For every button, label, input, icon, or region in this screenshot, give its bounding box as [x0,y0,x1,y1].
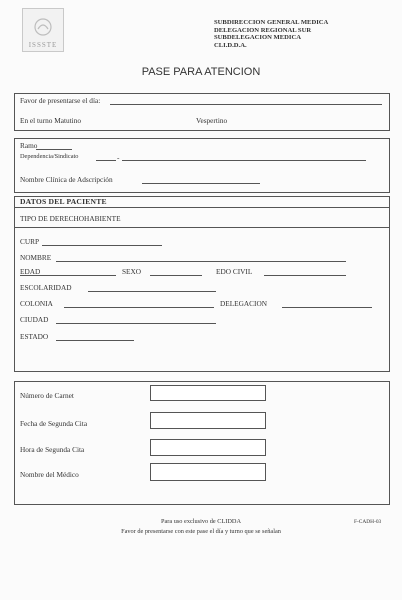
form-code: F-CADH-03 [354,519,382,525]
colonia-field[interactable] [64,307,214,308]
hora-cita-field[interactable] [150,439,266,456]
assignment-box [14,138,390,193]
nombre-label: NOMBRE [20,253,52,262]
patient-section-divider [14,207,390,208]
issste-logo [22,8,64,52]
dependencia-field[interactable] [96,160,116,161]
colonia-label: COLONIA [20,299,53,308]
emblem-icon [33,17,53,37]
curp-label: CURP [20,237,40,246]
evening-shift-label: Vespertino [196,116,228,125]
clinic-label: Nombre Clínica de Adscripción [20,175,113,184]
escolaridad-label: ESCOLARIDAD [20,283,72,292]
edad-field[interactable] [20,275,116,276]
edad-label: EDAD [20,267,41,276]
present-day-label: Favor de presentarse el día: [20,96,101,105]
sindicato-field[interactable] [122,160,366,161]
dependencia-separator: - [117,153,120,162]
patient-section-title: DATOS DEL PACIENTE [20,197,107,206]
ciudad-label: CIUDAD [20,315,49,324]
medico-field[interactable] [150,463,266,481]
estado-field[interactable] [56,340,134,341]
ciudad-field[interactable] [56,323,216,324]
dependencia-label: Dependencia/Sindicato [20,153,79,160]
carnet-label: Número de Carnet [20,391,74,400]
fecha-cita-field[interactable] [150,412,266,429]
estado-label: ESTADO [20,332,49,341]
clinic-field[interactable] [142,183,260,184]
tipo-derechohabiente-label: TIPO DE DERECHOHABIENTE [20,214,121,223]
delegacion-field[interactable] [282,307,372,308]
form-title: PASE PARA ATENCION [141,66,261,78]
org-line: SUBDELEGACION MEDICA [214,34,302,42]
present-day-field[interactable] [110,104,382,105]
delegacion-label: DELEGACION [220,299,268,308]
organization-block [214,19,328,49]
edo-civil-label: EDO CIVIL [216,267,253,276]
hora-cita-label: Hora de Segunda Cita [20,445,85,454]
medico-label: Nombre del Médico [20,470,79,479]
sexo-field[interactable] [150,275,202,276]
edo-civil-field[interactable] [264,275,346,276]
sexo-label: SEXO [122,267,142,276]
logo-text: ISSSTE [28,41,58,49]
org-line: CLI.D.D.A. [214,41,247,49]
morning-shift-label: En el turno Matutino [20,116,82,125]
fecha-cita-label: Fecha de Segunda Cita [20,419,88,428]
carnet-field[interactable] [150,385,266,401]
org-line: DELEGACION REGIONAL SUR [214,26,312,34]
footer-instructions: Favor de presentarse con este pase el día y turno que se señalan [121,528,281,535]
nombre-field[interactable] [56,261,346,262]
ramo-field[interactable] [36,149,72,150]
tipo-divider [14,227,390,228]
footer-exclusive-use: Para uso exclusivo de CLIDDA [160,518,242,525]
escolaridad-field[interactable] [88,291,216,292]
ramo-label: Ramo [20,141,38,150]
curp-field[interactable] [42,245,162,246]
org-line: SUBDIRECCION GENERAL MEDICA [214,19,329,26]
